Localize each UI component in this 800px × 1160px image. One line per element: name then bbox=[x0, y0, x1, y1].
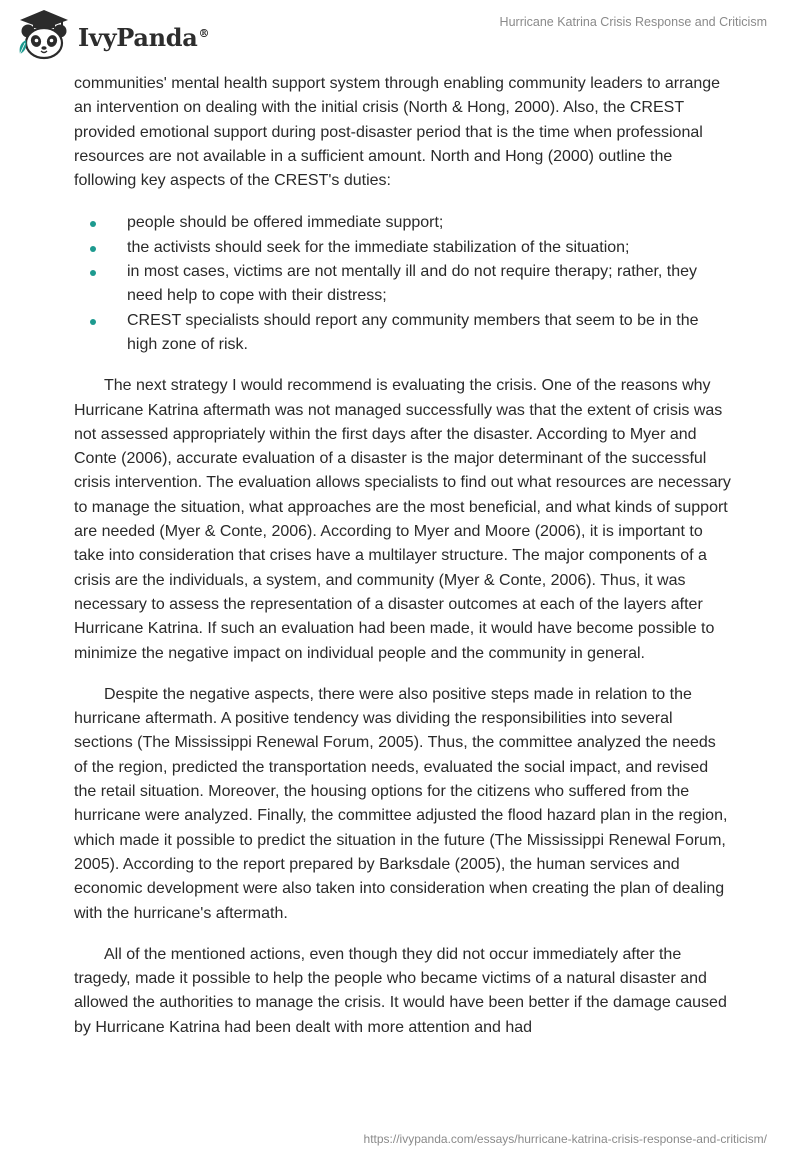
panda-graduate-icon bbox=[14, 6, 74, 62]
source-url[interactable]: https://ivypanda.com/essays/hurricane-katrina-crisis-response-and-criticism/ bbox=[363, 1132, 767, 1146]
essay-body bbox=[74, 72, 732, 1040]
list-item-text: CREST specialists should report any community members that seem to be in the high zone of risk. bbox=[127, 311, 699, 353]
paragraph-evaluation: The next strategy I would recommend is evaluating the crisis. One of the reasons why Hurricane Katrina aftermath was not managed successfully was that the extent of crisis was not assessed appropriately within the first days after the disaster. According to Myer and Conte (2006), accurate evaluation of a disaster is the major determinant of the successful crisis intervention. The evaluation allows specialists to find out what resources are necessary to manage the situation, what approaches are the most beneficial, and what kinds of support are needed (Myer & Conte, 2006). According to Myer and Moore (2006), it is important to take into consideration that crises have a multilayer structure. The major components of a crisis are the individuals, a system, and community (Myer & Conte, 2006). Thus, it was necessary to assess the representation of a disaster outcomes at each of the layers after Hurricane Katrina. If such an evaluation had been made, it would have become possible to minimize the negative impact on individual people and the community in general. bbox=[74, 377, 731, 662]
bullet-icon bbox=[90, 270, 96, 276]
bullet-icon bbox=[90, 246, 96, 252]
list-item-text: in most cases, victims are not mentally ill and do not require therapy; rather, they need help to cope with their distress; bbox=[127, 263, 698, 305]
document-title: Hurricane Katrina Crisis Response and Criticism bbox=[499, 15, 767, 29]
list-item-text: the activists should seek for the immediate stabilization of the situation; bbox=[127, 238, 630, 256]
brand-name bbox=[78, 23, 209, 52]
page-header bbox=[0, 0, 800, 72]
list-item bbox=[74, 260, 732, 309]
bullet-icon bbox=[90, 319, 96, 325]
paragraph-conclusion: All of the mentioned actions, even though they did not occur immediately after the tragedy, made it possible to help the people who became victims of a natural disaster and allowed the authorities to manage the crisis. It would have been better if the damage caused by Hurricane Katrina had been dealt with more attention and had bbox=[74, 945, 727, 1036]
crest-duties-list bbox=[74, 211, 732, 357]
bullet-icon bbox=[90, 221, 96, 227]
list-item bbox=[74, 309, 732, 358]
intro-paragraph: communities' mental health support system through enabling community leaders to arrange an intervention on dealing with the initial crisis (North & Hong, 2000). Also, the CREST provided emotional support during post-disaster period that is the time when professional resources are not available in a sufficient amount. North and Hong (2000) outline the following key aspects of the CREST's duties: bbox=[74, 75, 721, 190]
list-item-text: people should be offered immediate support; bbox=[127, 214, 444, 232]
paragraph-positive-steps: Despite the negative aspects, there were also positive steps made in relation to the hurricane aftermath. A positive tendency was dividing the responsibilities into several sections (The Mississippi Renewal Forum, 2005). Thus, the committee analyzed the needs of the region, predicted the transportation needs, evaluated the social impact, and revised the retail situation. Moreover, the housing options for the citizens who suffered from the hurricane were analyzed. Finally, the committee adjusted the flood hazard plan in the region, which made it possible to predict the situation in the future (The Mississippi Renewal Forum, 2005). According to the report prepared by Barksdale (2005), the human services and economic development were also taken into consideration when creating the plan of dealing with the hurricane's aftermath. bbox=[74, 685, 728, 922]
list-item bbox=[74, 236, 732, 260]
ivypanda-logo[interactable] bbox=[14, 6, 209, 62]
registered-mark: ® bbox=[198, 26, 210, 40]
list-item bbox=[74, 211, 732, 235]
brand-label: IvyPanda bbox=[78, 22, 198, 52]
